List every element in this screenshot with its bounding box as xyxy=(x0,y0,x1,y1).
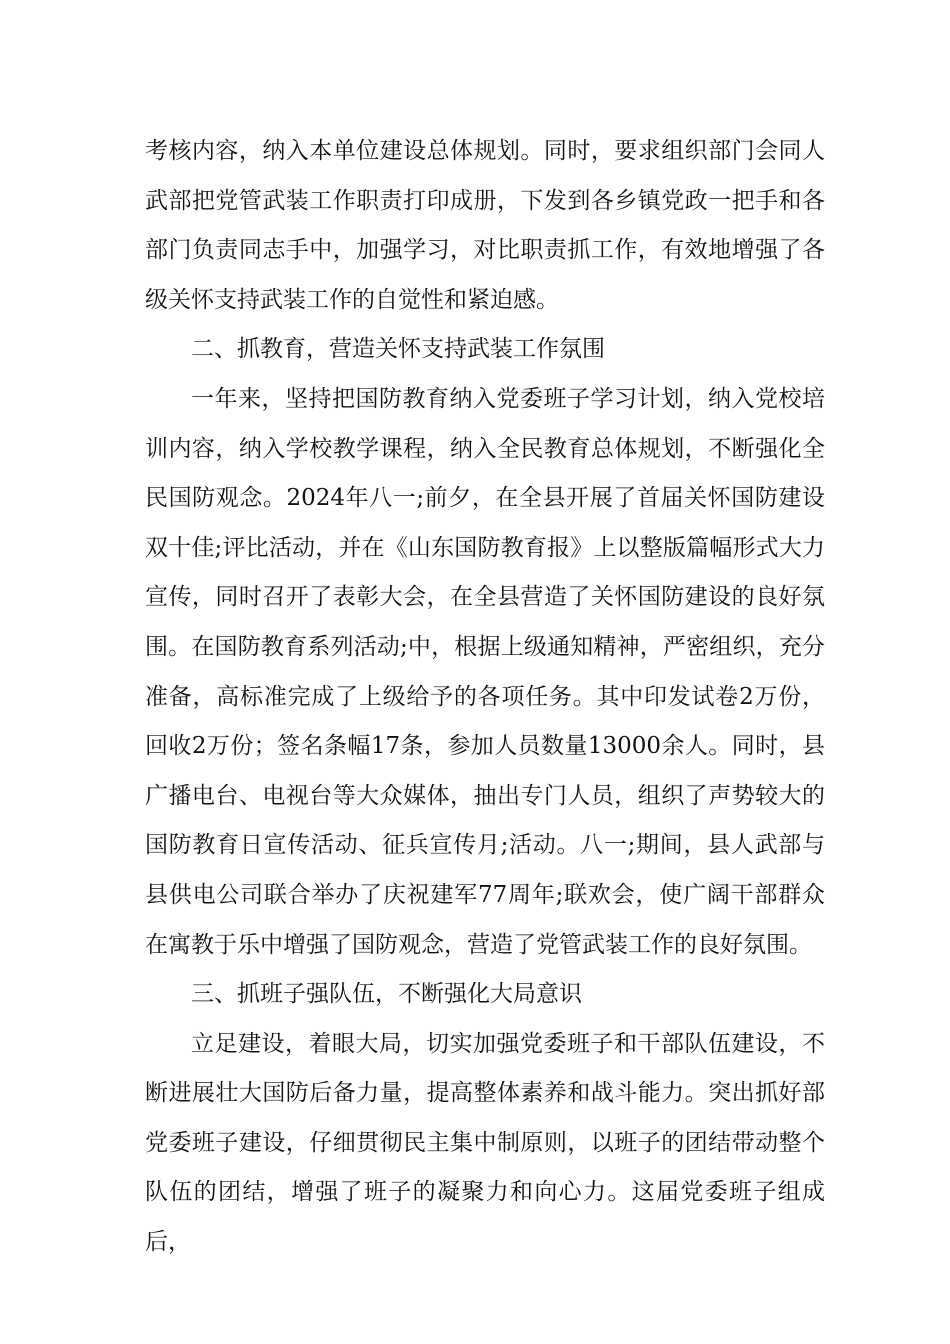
document-body xyxy=(145,127,825,1268)
section-heading-team: 三、抓班子强队伍，不断强化大局意识 xyxy=(191,981,582,1008)
section-heading-education: 二、抓教育，营造关怀支持武装工作氛围 xyxy=(191,336,605,363)
paragraph-continuation: 考核内容，纳入本单位建设总体规划。同时，要求组织部门会同人武部把党管武装工作职责打印成册，下发到各乡镇党政一把手和各部门负责同志手中，加强学习，对比职责抓工作，有效地增强了各级关怀支持武装工作的自觉性和紧迫感。 xyxy=(145,138,825,313)
paragraph-education: 一年来，坚持把国防教育纳入党委班子学习计划，纳入党校培训内容，纳入学校教学课程，纳入全民教育总体规划，不断强化全民国防观念。2024年八一;前夕，在全县开展了首届关怀国防建设双十佳;评比活动，并在《山东国防教育报》上以整版篇幅形式大力宣传，同时召开了表彰大会，在全县营造了关怀国防建设的良好氛围。在国防教育系列活动;中，根据上级通知精神，严密组织，充分准备，高标准完成了上级给予的各项任务。其中印发试卷2万份，回收2万份；签名条幅17条，参加人员数量13000余人。同时，县广播电台、电视台等大众媒体，抽出专门人员，组织了声势较大的国防教育日宣传活动、征兵宣传月;活动。八一;期间，县人武部与县供电公司联合举办了庆祝建军77周年;联欢会，使广阔干部群众在寓教于乐中增强了国防观念，营造了党管武装工作的良好氛围。 xyxy=(145,385,825,958)
paragraph-team: 立足建设，着眼大局，切实加强党委班子和干部队伍建设，不断进展壮大国防后备力量，提高整体素养和战斗能力。突出抓好部党委班子建设，仔细贯彻民主集中制原则，以班子的团结带动整个队伍的团结，增强了班子的凝聚力和向心力。这届党委班子组成后， xyxy=(145,1030,825,1256)
